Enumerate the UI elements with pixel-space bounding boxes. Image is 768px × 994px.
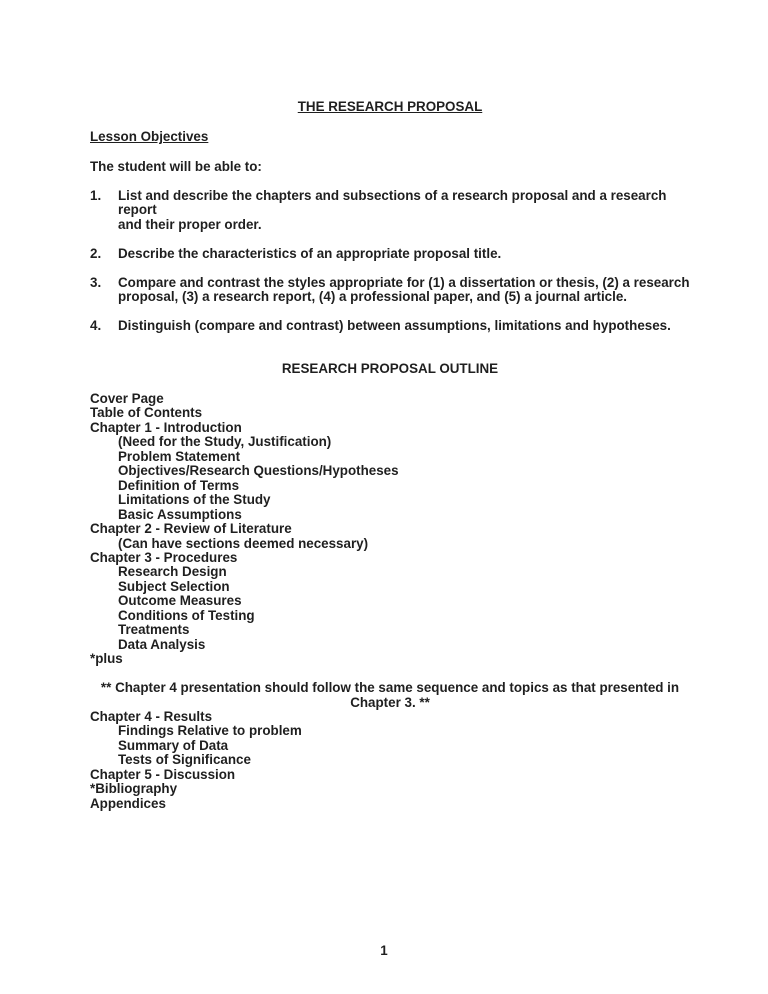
outline-line: Research Design bbox=[118, 564, 227, 580]
document-content bbox=[90, 100, 690, 811]
outline-line: Appendices bbox=[90, 795, 166, 811]
objective-line: List and describe the chapters and subsections of a research proposal and a research report bbox=[118, 187, 667, 218]
objective-text bbox=[118, 276, 690, 305]
outline-line: Chapter 5 - Discussion bbox=[90, 766, 236, 782]
outline-line: Findings Relative to problem bbox=[118, 723, 302, 739]
outline-line: Chapter 3 - Procedures bbox=[90, 549, 238, 565]
objective-number: 1. bbox=[90, 187, 102, 203]
objective-item-4 bbox=[90, 319, 690, 333]
outline-line: Table of Contents bbox=[90, 405, 203, 421]
objective-number: 3. bbox=[90, 274, 102, 290]
chapter4-note-line: Chapter 3. ** bbox=[350, 694, 430, 710]
chapter4-note-line: ** Chapter 4 presentation should follow the same sequence and topics as that presented in bbox=[100, 680, 680, 696]
outline-line: Cover Page bbox=[90, 390, 164, 406]
outline-line: Definition of Terms bbox=[118, 477, 240, 493]
objective-line: proposal, (3) a research report, (4) a professional paper, and (5) a journal article. bbox=[118, 289, 627, 305]
outline-line: Data Analysis bbox=[118, 636, 206, 652]
outline-list-part2 bbox=[90, 710, 690, 811]
objective-text bbox=[118, 319, 690, 333]
outline-line: Objectives/Research Questions/Hypotheses bbox=[118, 463, 399, 479]
objective-item-3 bbox=[90, 276, 690, 305]
outline-line: Outcome Measures bbox=[118, 593, 242, 609]
lesson-objectives-heading-text: Lesson Objectives bbox=[90, 129, 209, 145]
outline-line: *Bibliography bbox=[90, 781, 178, 797]
objective-item-2 bbox=[90, 247, 690, 261]
page-number: 1 bbox=[380, 943, 388, 958]
outline-line: Subject Selection bbox=[118, 578, 230, 594]
objective-line: Describe the characteristics of an appropriate proposal title. bbox=[118, 245, 502, 261]
objective-number: 4. bbox=[90, 318, 102, 334]
outline-line: Summary of Data bbox=[118, 737, 229, 753]
objective-item-1 bbox=[90, 189, 690, 232]
outline-heading: RESEARCH PROPOSAL OUTLINE bbox=[281, 360, 499, 376]
objective-text bbox=[118, 247, 690, 261]
objectives-intro: The student will be able to: bbox=[90, 158, 262, 174]
document-title bbox=[90, 100, 690, 114]
outline-line: *plus bbox=[90, 651, 123, 667]
objective-number: 2. bbox=[90, 245, 102, 261]
outline-line: Treatments bbox=[118, 622, 190, 638]
outline-line: Conditions of Testing bbox=[118, 607, 255, 623]
objective-line: Distinguish (compare and contrast) between assumptions, limitations and hypotheses. bbox=[118, 318, 671, 334]
outline-line: Limitations of the Study bbox=[118, 492, 271, 508]
outline-line: Chapter 1 - Introduction bbox=[90, 419, 242, 435]
document-title-text: THE RESEARCH PROPOSAL bbox=[297, 99, 483, 114]
outline-line: (Can have sections deemed necessary) bbox=[118, 535, 369, 551]
lesson-objectives-heading bbox=[90, 130, 690, 144]
outline-list-part1 bbox=[90, 392, 690, 667]
outline-line: Chapter 2 - Review of Literature bbox=[90, 521, 292, 537]
objective-line: and their proper order. bbox=[118, 216, 262, 232]
objective-text bbox=[118, 189, 690, 232]
outline-line: Tests of Significance bbox=[118, 752, 251, 768]
outline-line: Problem Statement bbox=[118, 448, 241, 464]
chapter4-note bbox=[90, 681, 690, 710]
outline-line: (Need for the Study, Justification) bbox=[118, 434, 332, 450]
outline-line: Chapter 4 - Results bbox=[90, 709, 213, 724]
objective-line: Compare and contrast the styles appropriate for (1) a dissertation or thesis, (2) a research bbox=[118, 274, 690, 290]
outline-line: Basic Assumptions bbox=[118, 506, 242, 522]
